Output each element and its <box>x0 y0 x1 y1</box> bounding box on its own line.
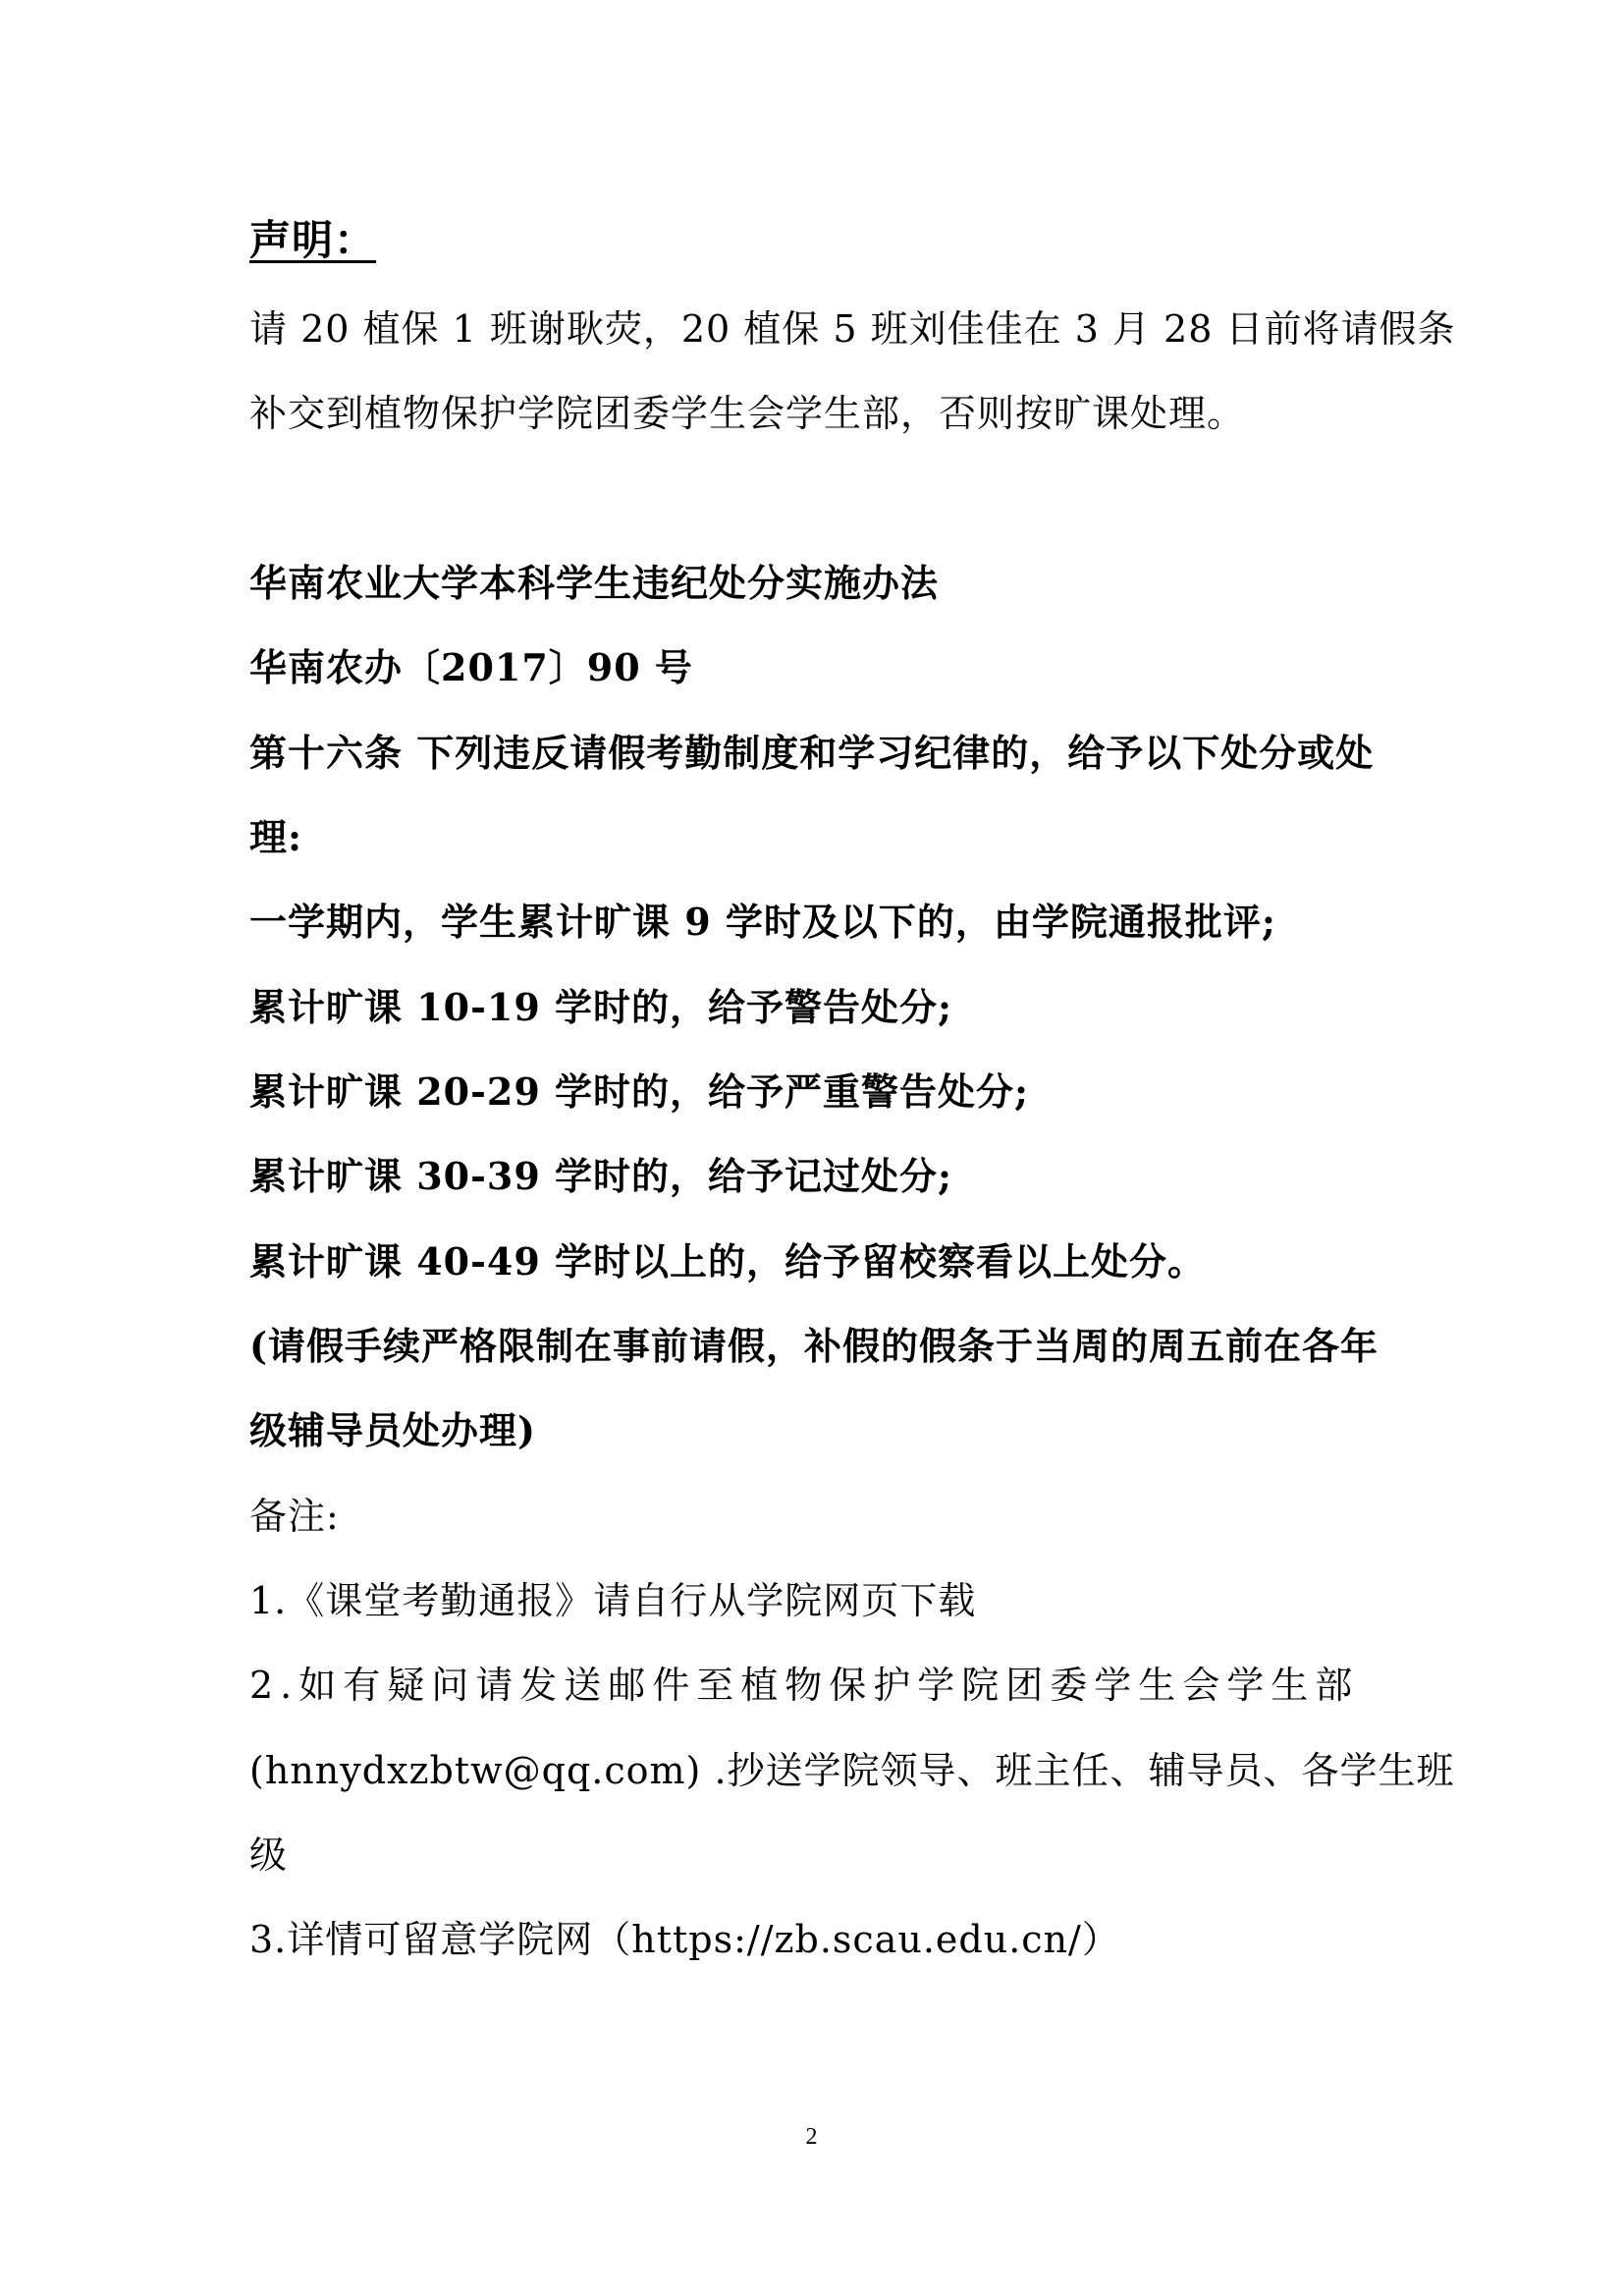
remark-item-2-line-2: (hnnydxzbtw@qq.com) .抄送学院领导、班主任、辅导员、各学生班 <box>249 1749 1455 1792</box>
note-line-1: (请假手续严格限制在事前请假，补假的假条于当周的周五前在各年 <box>249 1324 1379 1368</box>
remark-item-2-line-1: 2.如有疑问请发送邮件至植物保护学院团委学生会学生部 <box>249 1664 1360 1707</box>
declaration-line-1: 请 20 植保 1 班谢耿荧，20 植保 5 班刘佳佳在 3 月 28 日前将请假条 <box>249 307 1456 351</box>
declaration-line-2: 补交到植物保护学院团委学生会学生部，否则按旷课处理。 <box>249 392 1246 435</box>
rule-item: 累计旷课 20-29 学时的，给予严重警告处分; <box>249 1069 1030 1114</box>
page-number: 2 <box>805 2124 818 2150</box>
article-line-2: 理: <box>249 815 303 859</box>
note-line-2: 级辅导员处办理) <box>249 1408 536 1452</box>
regulation-title: 华南农业大学本科学生违纪处分实施办法 <box>249 561 940 605</box>
article-line-1: 第十六条 下列违反请假考勤制度和学习纪律的，给予以下处分或处 <box>249 731 1375 775</box>
remark-item-2-line-3: 级 <box>249 1833 289 1877</box>
rule-item: 累计旷课 10-19 学时的，给予警告处分; <box>249 985 953 1029</box>
rule-item: 累计旷课 30-39 学时的，给予记过处分; <box>249 1154 953 1198</box>
remarks-label: 备注: <box>249 1495 340 1538</box>
rule-item: 累计旷课 40-49 学时以上的，给予留校察看以上处分。 <box>249 1239 1206 1284</box>
remark-item-1: 1.《课堂考勤通报》请自行从学院网页下载 <box>249 1579 977 1622</box>
remark-item-3: 3.详情可留意学院网（https://zb.scau.edu.cn/） <box>249 1918 1120 1961</box>
declaration-title: 声明： <box>249 216 377 264</box>
regulation-doc-number: 华南农办〔2017〕90 号 <box>249 645 693 689</box>
rule-item: 一学期内，学生累计旷课 9 学时及以下的，由学院通报批评; <box>249 900 1276 944</box>
